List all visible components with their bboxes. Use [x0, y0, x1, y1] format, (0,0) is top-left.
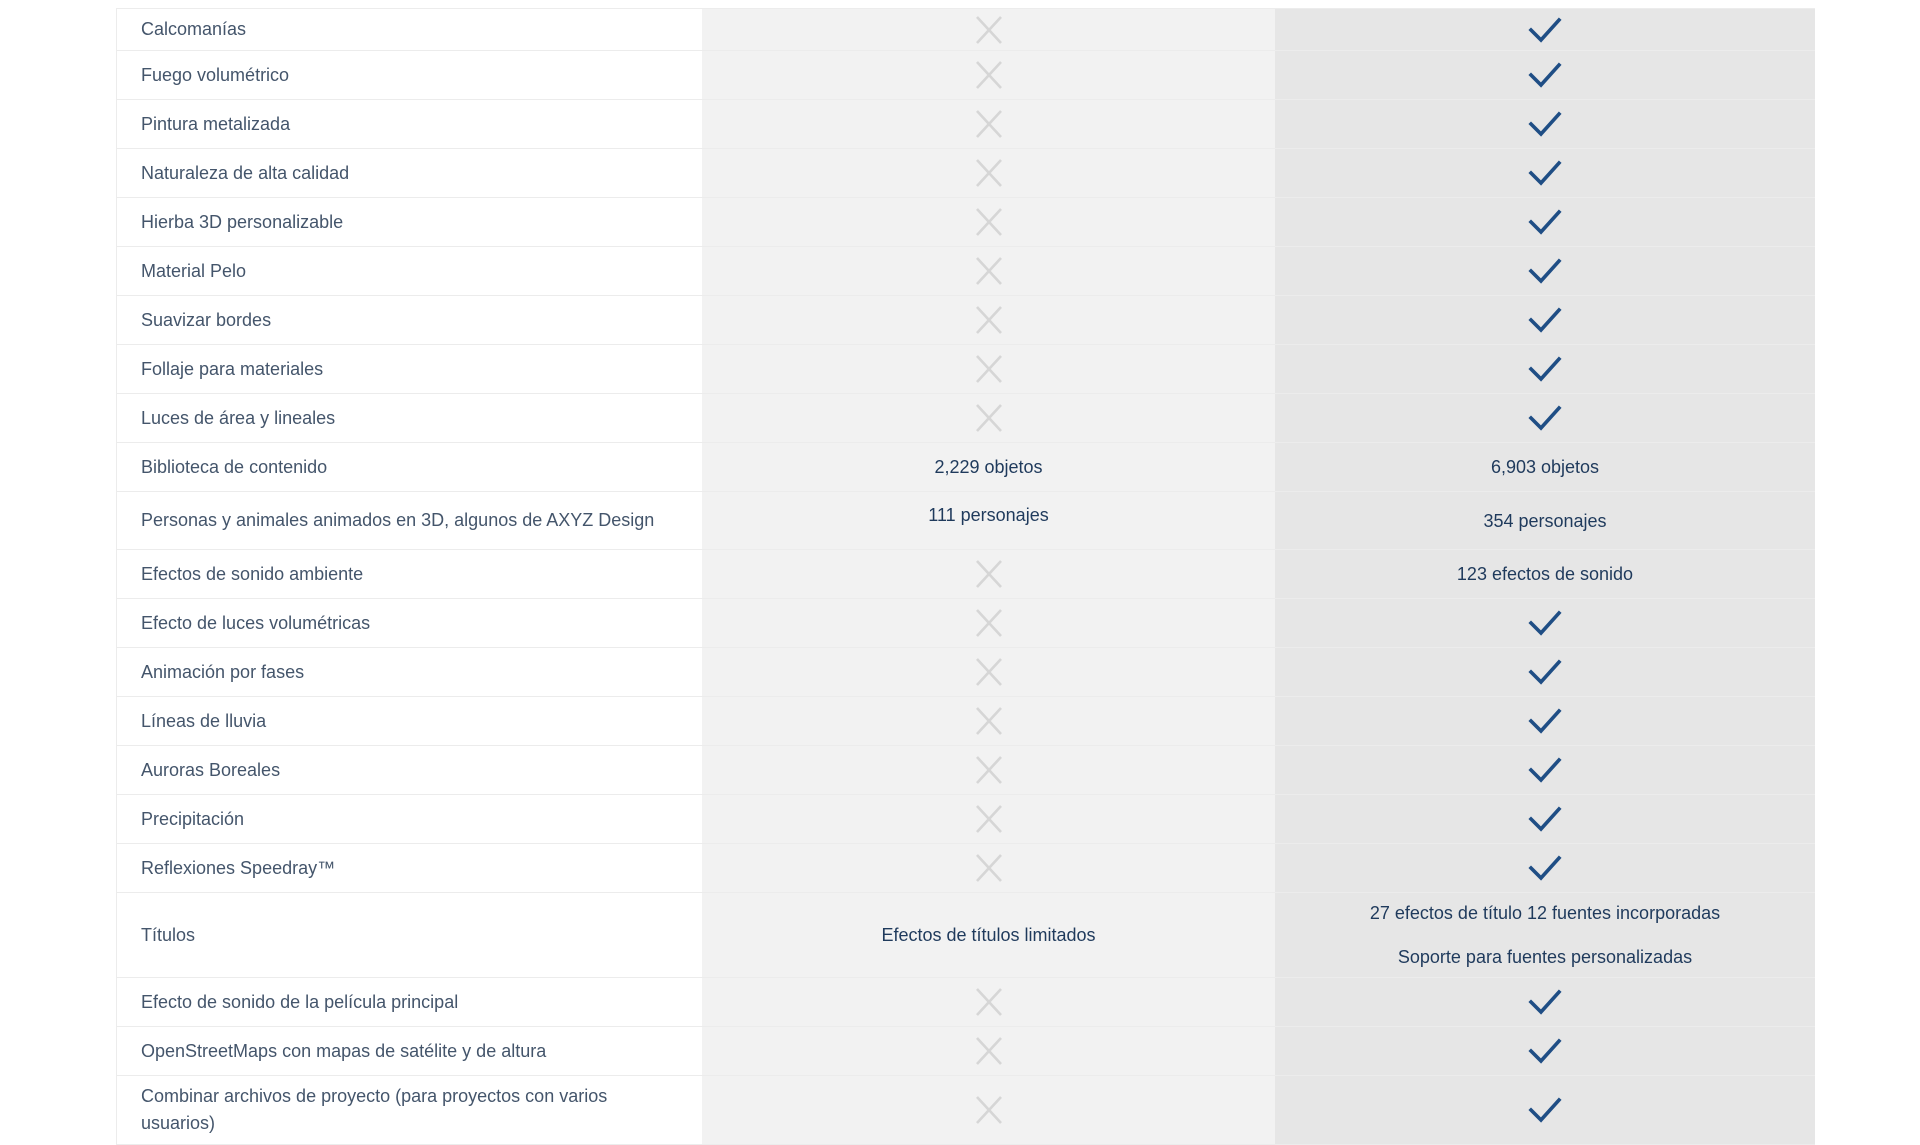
pro-plan-cell [1275, 978, 1815, 1026]
feature-value: Efectos de títulos limitados [881, 925, 1096, 945]
pro-plan-cell [1275, 247, 1815, 295]
check-icon [1528, 657, 1562, 687]
basic-plan-cell [702, 345, 1275, 393]
pro-plan-cell [1275, 746, 1815, 794]
table-row [117, 648, 1815, 697]
cross-icon [972, 706, 1006, 736]
pro-plan-cell [1275, 100, 1815, 148]
cross-icon [972, 403, 1006, 433]
table-row [117, 443, 1815, 492]
feature-label: Pintura metalizada [117, 100, 702, 148]
table-row [117, 345, 1815, 394]
table-row [117, 198, 1815, 247]
cross-icon [972, 354, 1006, 384]
basic-plan-cell [702, 51, 1275, 99]
table-row [117, 844, 1815, 893]
feature-label: Precipitación [117, 795, 702, 843]
feature-label: Personas y animales animados en 3D, algunos de AXYZ Design [117, 492, 702, 549]
cross-icon [972, 109, 1006, 139]
table-row [117, 599, 1815, 648]
feature-label: Combinar archivos de proyecto (para proyectos con varios usuarios) [117, 1076, 702, 1144]
check-icon [1528, 207, 1562, 237]
feature-label: Efecto de luces volumétricas [117, 599, 702, 647]
basic-plan-cell [702, 844, 1275, 892]
table-row [117, 893, 1815, 978]
basic-plan-cell [702, 149, 1275, 197]
table-row [117, 149, 1815, 198]
feature-label: Animación por fases [117, 648, 702, 696]
feature-label: Reflexiones Speedray™ [117, 844, 702, 892]
feature-label: Follaje para materiales [117, 345, 702, 393]
feature-label: Efecto de sonido de la película principal [117, 978, 702, 1026]
basic-plan-cell [702, 978, 1275, 1026]
basic-plan-cell [702, 296, 1275, 344]
basic-plan-cell [702, 746, 1275, 794]
pro-plan-cell [1275, 844, 1815, 892]
feature-value: 111 personajes [928, 505, 1049, 525]
check-icon [1528, 15, 1562, 45]
table-row [117, 51, 1815, 100]
feature-label: Efectos de sonido ambiente [117, 550, 702, 598]
check-icon [1528, 706, 1562, 736]
table-row [117, 394, 1815, 443]
feature-label: OpenStreetMaps con mapas de satélite y de altura [117, 1027, 702, 1075]
cross-icon [972, 305, 1006, 335]
pro-plan-cell [1275, 550, 1815, 598]
feature-value: 6,903 objetos [1490, 457, 1600, 477]
cross-icon [972, 608, 1006, 638]
cross-icon [972, 1036, 1006, 1066]
check-icon [1528, 158, 1562, 188]
table-row [117, 746, 1815, 795]
feature-label: Títulos [117, 893, 702, 977]
pro-plan-cell [1275, 1027, 1815, 1075]
pro-plan-cell [1275, 9, 1815, 50]
cross-icon [972, 158, 1006, 188]
pro-plan-cell [1275, 51, 1815, 99]
basic-plan-cell [702, 648, 1275, 696]
table-row [117, 8, 1815, 51]
table-row [117, 795, 1815, 844]
pro-plan-cell [1275, 443, 1815, 491]
basic-plan-cell [702, 697, 1275, 745]
table-row [117, 1076, 1815, 1145]
table-row [117, 550, 1815, 599]
check-icon [1528, 804, 1562, 834]
table-row [117, 697, 1815, 746]
basic-plan-cell [702, 893, 1275, 977]
table-row [117, 978, 1815, 1027]
cross-icon [972, 987, 1006, 1017]
feature-value: 354 personajes [1483, 510, 1607, 531]
check-icon [1528, 1036, 1562, 1066]
cross-icon [972, 1095, 1006, 1125]
pro-plan-cell [1275, 795, 1815, 843]
table-row [117, 296, 1815, 345]
feature-label: Auroras Boreales [117, 746, 702, 794]
table-row [117, 100, 1815, 149]
basic-plan-cell [702, 443, 1275, 491]
feature-value: 27 efectos de título 12 fuentes incorporadas [1369, 903, 1721, 923]
table-row [117, 247, 1815, 296]
pro-plan-cell [1275, 697, 1815, 745]
pro-plan-cell [1275, 893, 1815, 977]
cross-icon [972, 657, 1006, 687]
feature-label: Líneas de lluvia [117, 697, 702, 745]
feature-label: Suavizar bordes [117, 296, 702, 344]
basic-plan-cell [702, 247, 1275, 295]
check-icon [1528, 354, 1562, 384]
pro-plan-cell [1275, 394, 1815, 442]
basic-plan-cell [702, 492, 1275, 549]
cross-icon [972, 804, 1006, 834]
check-icon [1528, 109, 1562, 139]
feature-label: Luces de área y lineales [117, 394, 702, 442]
table-row [117, 492, 1815, 550]
feature-value: Soporte para fuentes personalizadas [1397, 947, 1693, 967]
basic-plan-cell [702, 795, 1275, 843]
pro-plan-cell [1275, 296, 1815, 344]
cross-icon [972, 60, 1006, 90]
basic-plan-cell [702, 198, 1275, 246]
basic-plan-cell [702, 1027, 1275, 1075]
check-icon [1528, 987, 1562, 1017]
cross-icon [972, 207, 1006, 237]
basic-plan-cell [702, 1076, 1275, 1144]
table-row [117, 1027, 1815, 1076]
check-icon [1528, 1095, 1562, 1125]
check-icon [1528, 256, 1562, 286]
feature-label: Biblioteca de contenido [117, 443, 702, 491]
feature-value: 2,229 objetos [934, 457, 1043, 477]
basic-plan-cell [702, 394, 1275, 442]
feature-label: Material Pelo [117, 247, 702, 295]
pro-plan-cell [1275, 149, 1815, 197]
feature-value: 123 efectos de sonido [1456, 564, 1634, 584]
pro-plan-cell [1275, 1076, 1815, 1144]
feature-comparison-table [116, 8, 1815, 1145]
basic-plan-cell [702, 9, 1275, 50]
basic-plan-cell [702, 599, 1275, 647]
pro-plan-cell [1275, 492, 1815, 549]
cross-icon [972, 256, 1006, 286]
check-icon [1528, 305, 1562, 335]
check-icon [1528, 853, 1562, 883]
feature-label: Naturaleza de alta calidad [117, 149, 702, 197]
feature-label: Calcomanías [117, 9, 702, 50]
pro-plan-cell [1275, 345, 1815, 393]
check-icon [1528, 755, 1562, 785]
check-icon [1528, 403, 1562, 433]
check-icon [1528, 60, 1562, 90]
basic-plan-cell [702, 100, 1275, 148]
basic-plan-cell [702, 550, 1275, 598]
feature-label: Hierba 3D personalizable [117, 198, 702, 246]
pro-plan-cell [1275, 648, 1815, 696]
cross-icon [972, 853, 1006, 883]
check-icon [1528, 608, 1562, 638]
cross-icon [972, 755, 1006, 785]
cross-icon [972, 559, 1006, 589]
pro-plan-cell [1275, 198, 1815, 246]
feature-label: Fuego volumétrico [117, 51, 702, 99]
cross-icon [972, 15, 1006, 45]
pro-plan-cell [1275, 599, 1815, 647]
